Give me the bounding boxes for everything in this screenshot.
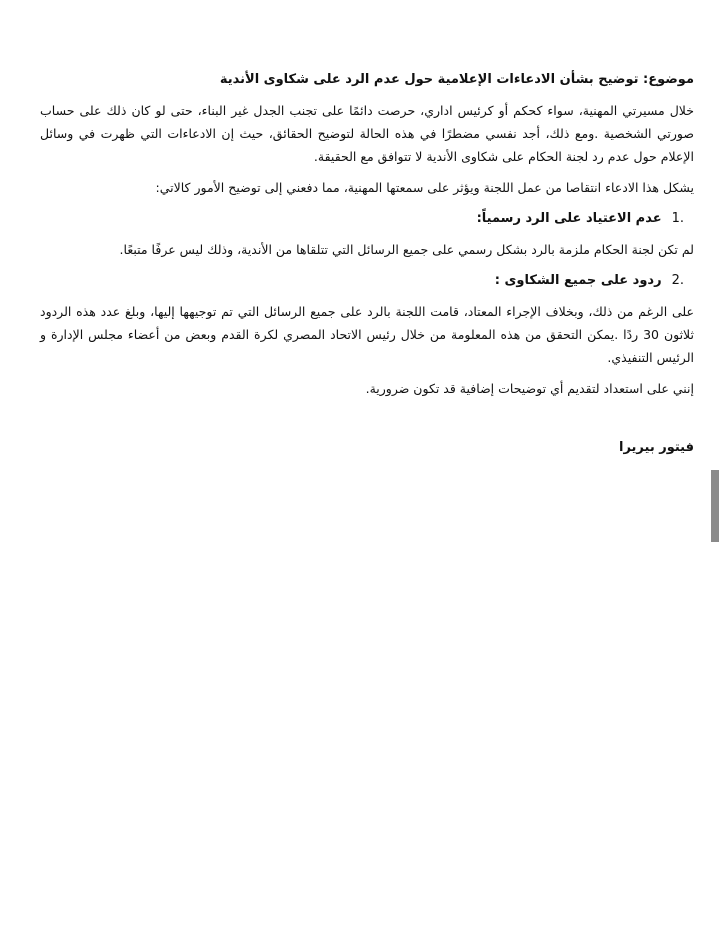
section-title-1: عدم الاعتياد على الرد رسمياً: xyxy=(476,211,662,226)
subject-line: موضوع: توضيح بشأن الادعاءات الإعلامية حول عدم الرد على شكاوى الأندية xyxy=(219,72,694,87)
section-body-2: على الرغم من ذلك، وبخلاف الإجراء المعتاد، قامت اللجنة بالرد على جميع الرسائل التي تم توجيهها إليها، وبلغ عدد هذه الردود ثلاثون 30 ردًا .يمكن التحقق من هذه المعلومة من خلال رئيس الاتحاد المصري لكرة القدم وبعض من أعضاء مجلس الإدارة و الرئيس التنفيذي. xyxy=(40,304,694,365)
section-number-2: 2. xyxy=(671,273,684,288)
section-number-1: 1. xyxy=(671,211,684,226)
closing-paragraph: إنني على استعداد لتقديم أي توضيحات إضافية قد تكون ضرورية. xyxy=(365,381,694,396)
scrollbar-thumb[interactable] xyxy=(711,470,719,542)
section-body-1: لم تكن لجنة الحكام ملزمة بالرد بشكل رسمي على جميع الرسائل التي تتلقاها من الأندية، وذلك ليس عرفًا متبعًا. xyxy=(119,242,694,257)
lead-paragraph: يشكل هذا الادعاء انتقاصا من عمل اللجنة ويؤثر على سمعتها المهنية، مما دفعني إلى توضيح الأمور كالاتي: xyxy=(155,180,694,195)
section-heading-2 xyxy=(40,269,694,292)
signature: فيتور بيريرا xyxy=(619,440,694,455)
intro-paragraph: خلال مسيرتي المهنية، سواء كحكم أو كرئيس اداري، حرصت دائمًا على تجنب الجدل غير البناء، حتى لو كان ذلك على حساب صورتي الشخصية .ومع ذلك، أجد نفسي مضطرًا في هذه الحالة لتوضيح الحقائق، حيث إن الادعاءات التي ظهرت في وسائل الإعلام حول عدم رد لجنة الحكام على شكاوى الأندية لا تتوافق مع الحقيقة. xyxy=(40,103,694,164)
section-title-2: ردود على جميع الشكاوى : xyxy=(494,273,662,288)
section-heading-1 xyxy=(40,207,694,230)
document-body xyxy=(40,68,694,459)
